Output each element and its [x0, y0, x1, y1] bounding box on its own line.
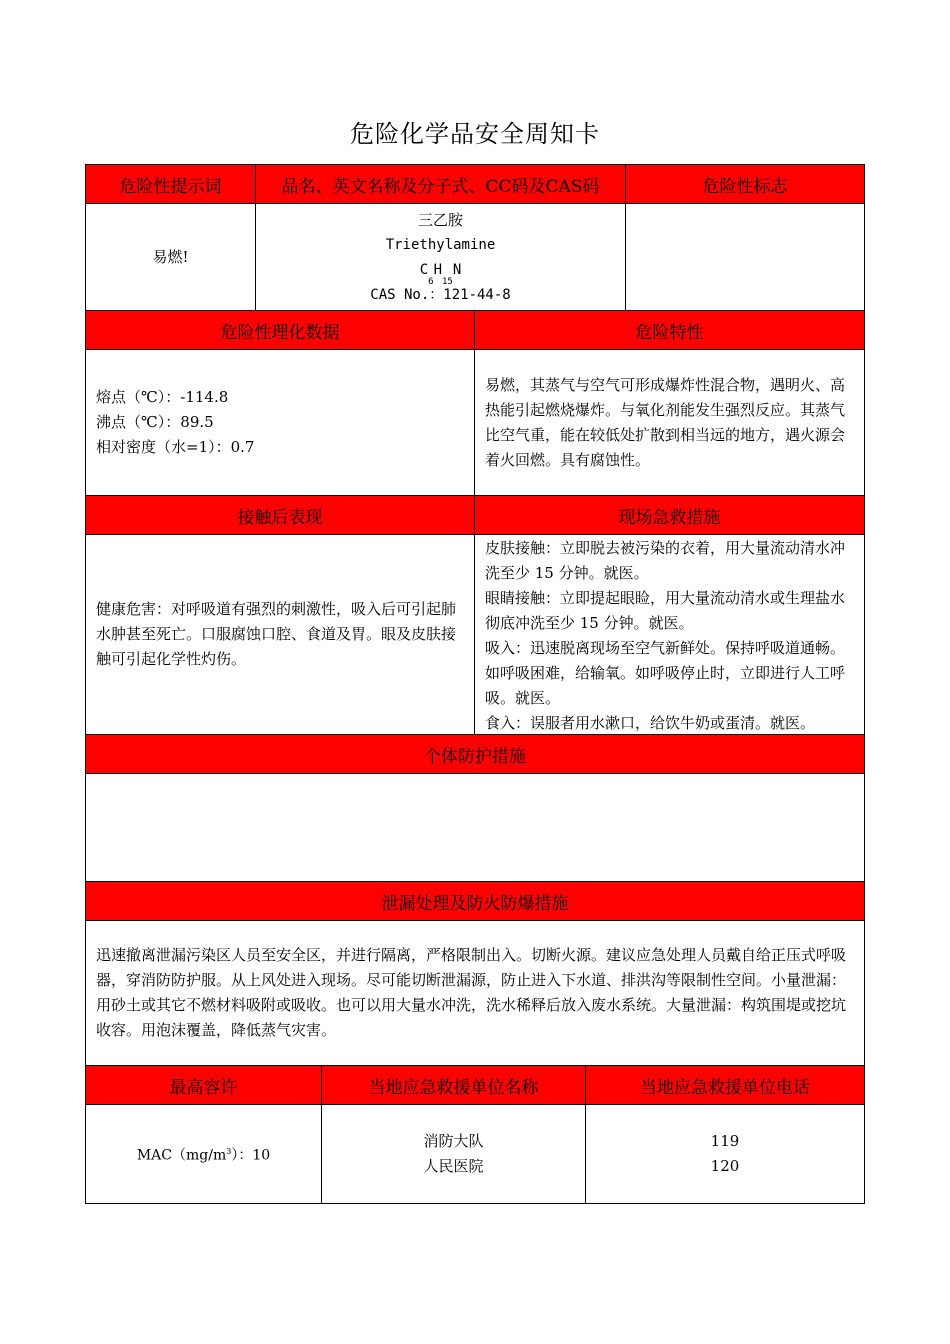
header-first-aid-label: 现场急救措施	[618, 507, 721, 528]
header-hazard-symbol-label: 危险性标志	[702, 176, 788, 197]
exposure-text: 健康危害：对呼吸道有强烈的刺激性，吸入后可引起肺水肿甚至死亡。口服腐蚀口腔、食道及胃。眼及皮肤接触可引起化学性灼伤。	[96, 600, 457, 668]
header-hazard-props	[474, 310, 865, 350]
exposure-cell	[85, 534, 475, 735]
boiling-point: 沸点（℃）：89.5	[96, 413, 214, 431]
header-leak-label: 泄漏处理及防火防爆措施	[381, 893, 569, 914]
mac-cell	[85, 1104, 322, 1204]
header-exposure	[85, 495, 475, 535]
header-mac-label: 最高容许	[169, 1077, 238, 1098]
first-aid-cell	[474, 534, 865, 735]
relative-density: 相对密度（水=1）：0.7	[96, 438, 255, 456]
chemical-name-cn: 三乙胺	[417, 211, 463, 229]
mac-value: ）：10	[231, 1147, 271, 1164]
header-hazard-word-label: 危险性提示词	[119, 176, 222, 197]
header-product-name-label: 品名、英文名称及分子式、CC码及CAS码	[281, 176, 600, 197]
cas-number: CAS No.：121-44-8	[370, 287, 511, 303]
chemical-name-en: Triethylamine	[385, 237, 496, 253]
unit-name-cell	[321, 1104, 586, 1204]
header-unit-phone-label: 当地应急救援单位电话	[640, 1077, 810, 1098]
leak-text: 迅速撤离泄漏污染区人员至安全区，并进行隔离，严格限制出入。切断火源。建议应急处理人员戴自给正压式呼吸器，穿消防防护服。从上风处进入现场。尽可能切断泄漏源，防止进入下水道、排洪沟等限制性空间。小量泄漏：用砂土或其它不燃材料吸附或吸收。也可以用大量水冲洗，洗水稀释后放入废水系统。大量泄漏：构筑围堤或挖坑收容。用泡沫覆盖，降低蒸气灾害。	[96, 946, 847, 1039]
header-hazard-word	[85, 164, 256, 204]
leak-cell	[85, 920, 865, 1066]
unit-name-hospital: 人民医院	[423, 1157, 484, 1175]
formula-c-sub: 6	[428, 276, 434, 287]
header-hazard-props-label: 危险特性	[635, 322, 704, 343]
hazard-symbol-cell	[625, 203, 865, 311]
header-product-name	[255, 164, 626, 204]
physchem-cell	[85, 349, 475, 496]
unit-phone-cell	[585, 1104, 865, 1204]
page-title: 危险化学品安全周知卡	[350, 120, 600, 148]
mac-label: MAC（mg/m	[136, 1147, 227, 1164]
hazard-props-cell	[474, 349, 865, 496]
header-leak	[85, 881, 865, 921]
hazard-props-text: 易燃，其蒸气与空气可形成爆炸性混合物，遇明火、高热能引起燃烧爆炸。与氧化剂能发生强烈反应。其蒸气比空气重，能在较低处扩散到相当远的地方，遇火源会着火回燃。具有腐蚀性。	[485, 375, 846, 469]
formula-h: H	[433, 262, 442, 278]
header-exposure-label: 接触后表现	[237, 507, 323, 528]
header-unit-name-label: 当地应急救援单位名称	[368, 1077, 539, 1098]
ppe-cell	[85, 773, 865, 882]
phone-hospital: 120	[710, 1157, 740, 1175]
header-mac	[85, 1065, 322, 1105]
header-physchem-label: 危险性理化数据	[220, 322, 340, 343]
first-aid-eye: 眼睛接触：立即提起眼睑，用大量流动清水或生理盐水彻底冲洗至少 15 分钟。就医。	[485, 589, 846, 632]
chemical-formula	[419, 258, 462, 287]
phone-fire: 119	[710, 1132, 740, 1150]
header-first-aid	[474, 495, 865, 535]
header-hazard-symbol	[625, 164, 865, 204]
formula-n: N	[452, 262, 462, 278]
header-ppe	[85, 734, 865, 774]
mac-unit-sup: 3	[226, 1147, 232, 1157]
formula-c: C	[419, 262, 429, 278]
melting-point: 熔点（℃）：-114.8	[96, 388, 229, 406]
first-aid-skin: 皮肤接触：立即脱去被污染的衣着，用大量流动清水冲洗至少 15 分钟。就医。	[485, 539, 846, 582]
hazard-word: 易燃!	[152, 247, 189, 266]
first-aid-inhale: 吸入：迅速脱离现场至空气新鲜处。保持呼吸道通畅。如呼吸困难，给输氧。如呼吸停止时，立即进行人工呼吸。就医。	[485, 639, 846, 707]
header-ppe-label: 个体防护措施	[424, 746, 526, 767]
header-unit-name	[321, 1065, 586, 1105]
header-unit-phone	[585, 1065, 865, 1105]
formula-h-sub: 15	[442, 276, 453, 287]
header-physchem	[85, 310, 475, 350]
unit-name-fire: 消防大队	[423, 1132, 484, 1150]
hazard-word-cell	[85, 203, 256, 311]
first-aid-ingest: 食入：误服者用水漱口，给饮牛奶或蛋清。就医。	[485, 714, 816, 732]
chemical-info-cell	[255, 203, 626, 311]
